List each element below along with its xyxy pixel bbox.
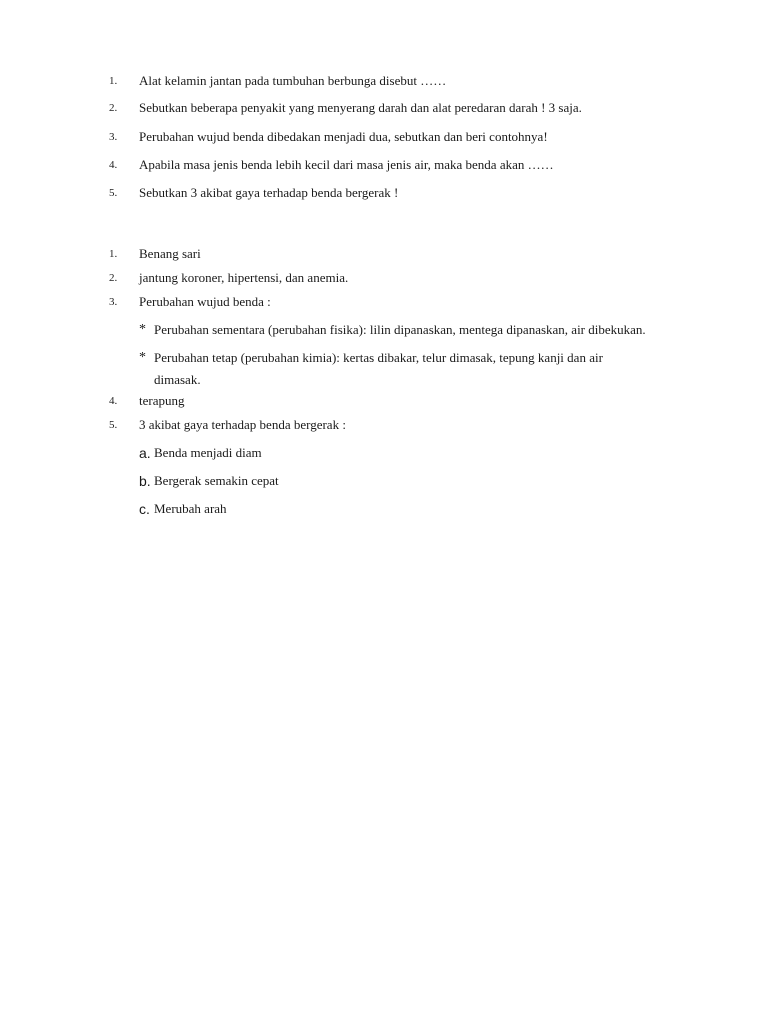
answer-text: terapung <box>139 393 185 408</box>
answer-text: Perubahan wujud benda : <box>139 294 271 309</box>
question-number: 2. <box>109 102 118 114</box>
question-number: 4. <box>109 159 118 171</box>
lettered-text: Bergerak semakin cepat <box>154 473 279 488</box>
question-text: Alat kelamin jantan pada tumbuhan berbunga disebut …… <box>139 73 447 88</box>
question-number: 3. <box>109 131 118 143</box>
answer-text: Benang sari <box>139 246 201 261</box>
lettered-text: Merubah arah <box>154 501 227 516</box>
bullet-text: Perubahan tetap (perubahan kimia): kertas dibakar, telur dimasak, tepung kanji dan air <box>154 350 603 365</box>
question-number: 5. <box>109 187 118 199</box>
answer-text: 3 akibat gaya terhadap benda bergerak : <box>139 417 346 432</box>
answer-number: 1. <box>109 248 118 260</box>
bullet-text: Perubahan sementara (perubahan fisika): lilin dipanaskan, mentega dipanaskan, air dibekukan. <box>154 322 646 337</box>
answer-number: 3. <box>109 296 118 308</box>
list-letter: a. <box>139 445 151 461</box>
answer-number: 2. <box>109 272 118 284</box>
question-text: Apabila masa jenis benda lebih kecil dari masa jenis air, maka benda akan …… <box>139 157 554 172</box>
lettered-text: Benda menjadi diam <box>154 445 262 460</box>
question-text: Sebutkan beberapa penyakit yang menyerang darah dan alat peredaran darah ! 3 saja. <box>139 100 582 115</box>
question-text: Sebutkan 3 akibat gaya terhadap benda bergerak ! <box>139 185 399 200</box>
answer-number: 4. <box>109 395 118 407</box>
asterisk-bullet: * <box>139 322 146 337</box>
list-letter: b. <box>139 473 151 489</box>
bullet-text-continued: dimasak. <box>154 372 201 387</box>
question-number: 1. <box>109 75 118 87</box>
list-letter: c. <box>139 501 150 517</box>
answer-number: 5. <box>109 419 118 431</box>
question-text: Perubahan wujud benda dibedakan menjadi dua, sebutkan dan beri contohnya! <box>139 129 548 144</box>
answer-text: jantung koroner, hipertensi, dan anemia. <box>139 270 349 285</box>
asterisk-bullet: * <box>139 350 146 365</box>
